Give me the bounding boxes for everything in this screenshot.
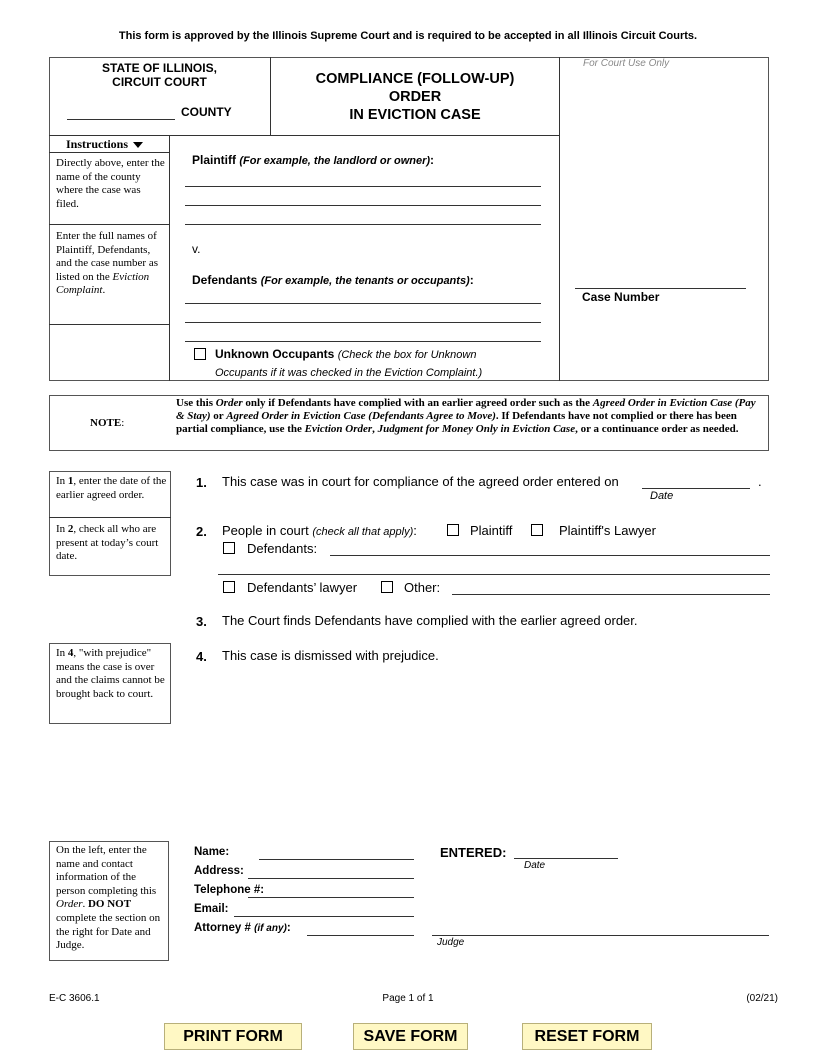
note-label: NOTE: xyxy=(90,417,125,429)
judge-label: Judge xyxy=(437,937,465,948)
judge-signature-field[interactable] xyxy=(432,935,769,936)
form-title: COMPLIANCE (FOLLOW-UP) ORDER IN EVICTION CASE xyxy=(315,71,515,123)
defendants-name-line-3[interactable] xyxy=(185,341,541,342)
plaintiff-present-checkbox[interactable] xyxy=(447,524,459,536)
case-number-field[interactable] xyxy=(575,288,746,289)
triangle-down-icon xyxy=(133,142,143,149)
plaintiff-name-line-3[interactable] xyxy=(185,224,541,225)
item-3-text: The Court finds Defendants have complied with the earlier agreed order. xyxy=(222,613,638,628)
state-label: STATE OF ILLINOIS, xyxy=(102,61,217,75)
preparer-telephone-field[interactable] xyxy=(248,897,414,898)
attorney-number-field[interactable] xyxy=(307,935,414,936)
side-note-1: In 1, enter the date of the earlier agreed order. xyxy=(56,475,167,501)
entered-date-label: Date xyxy=(524,860,546,871)
preparer-telephone-label: Telephone #: xyxy=(194,884,265,896)
item-1-date-label: Date xyxy=(650,490,674,502)
other-present-checkbox[interactable] xyxy=(381,581,393,593)
defendants-present-names-line-2[interactable] xyxy=(218,574,770,575)
county-label: COUNTY xyxy=(181,105,232,119)
item-2-number: 2. xyxy=(196,524,207,539)
defendants-present-names-line-1[interactable] xyxy=(330,555,770,556)
court-use-label: For Court Use Only xyxy=(583,58,670,69)
note-text: Use this Order only if Defendants have complied with an earlier agreed order such as the Agreed Order in Eviction Case (Pay & Stay) or Agreed Order in Eviction Case (Defendants Agree to Move). If Defendants have not complied or there has been partial compliance, use the Eviction Order, Judgment for Money Only in Eviction Case, or a continuance order as needed. xyxy=(176,397,756,436)
preparer-email-field[interactable] xyxy=(234,916,414,917)
item-3-number: 3. xyxy=(196,614,207,629)
defendants-lawyer-label: Defendants’ lawyer xyxy=(247,580,358,595)
preparer-address-field[interactable] xyxy=(248,878,414,879)
entered-date-field[interactable] xyxy=(514,858,618,859)
plaintiff-label: Plaintiff (For example, the landlord or owner): xyxy=(192,153,435,167)
save-form-button[interactable]: SAVE FORM xyxy=(353,1023,468,1050)
plaintiff-name-line-1[interactable] xyxy=(185,186,541,187)
item-1-period: . xyxy=(758,474,762,489)
defendants-name-line-2[interactable] xyxy=(185,322,541,323)
attorney-number-label: Attorney # (if any): xyxy=(194,922,291,934)
versus-label: v. xyxy=(192,242,201,256)
item-4-text: This case is dismissed with prejudice. xyxy=(222,648,439,663)
side-note-5: On the left, enter the name and contact information of the person completing this Order. DO NOT complete the section on the right for Date and Judge. xyxy=(56,844,161,952)
preparer-address-label: Address: xyxy=(194,865,244,877)
form-id: E-C 3606.1 xyxy=(49,993,100,1004)
item-2-text: People in court (check all that apply): xyxy=(222,523,417,538)
side-note-4: In 4, "with prejudice" means the case is over and the claims cannot be brought back to court. xyxy=(56,647,165,700)
unknown-occupants-label: Unknown Occupants (Check the box for Unknown xyxy=(215,347,477,361)
defendants-present-checkbox[interactable] xyxy=(223,542,235,554)
instructions-header: Instructions xyxy=(66,137,143,152)
other-present-field[interactable] xyxy=(452,594,770,595)
approval-notice: This form is approved by the Illinois Supreme Court and is required to be accepted in all Illinois Circuit Courts. xyxy=(118,30,698,42)
item-1-text: This case was in court for compliance of the agreed order entered on xyxy=(222,474,619,489)
plaintiff-name-line-2[interactable] xyxy=(185,205,541,206)
plaintiff-present-label: Plaintiff xyxy=(470,523,513,538)
unknown-occupants-hint: Occupants if it was checked in the Eviction Complaint.) xyxy=(215,367,483,379)
entered-label: ENTERED: xyxy=(440,845,507,860)
defendants-present-label: Defendants: xyxy=(247,541,318,556)
preparer-email-label: Email: xyxy=(194,903,229,915)
other-present-label: Other: xyxy=(404,580,441,595)
revision-date: (02/21) xyxy=(746,993,778,1004)
item-1-number: 1. xyxy=(196,475,207,490)
print-form-button[interactable]: PRINT FORM xyxy=(164,1023,302,1050)
item-4-number: 4. xyxy=(196,649,207,664)
unknown-occupants-checkbox[interactable] xyxy=(194,348,206,360)
defendants-name-line-1[interactable] xyxy=(185,303,541,304)
preparer-name-field[interactable] xyxy=(259,859,414,860)
plaintiffs-lawyer-checkbox[interactable] xyxy=(531,524,543,536)
plaintiffs-lawyer-label: Plaintiff's Lawyer xyxy=(559,523,656,538)
page-number: Page 1 of 1 xyxy=(382,993,434,1004)
reset-form-button[interactable]: RESET FORM xyxy=(522,1023,652,1050)
preparer-name-label: Name: xyxy=(194,846,230,858)
circuit-court-label: CIRCUIT COURT xyxy=(112,75,207,89)
case-number-label: Case Number xyxy=(582,290,660,304)
side-note-2: In 2, check all who are present at today’s court date. xyxy=(56,523,159,563)
defendants-label: Defendants (For example, the tenants or occupants): xyxy=(192,273,474,287)
agreed-order-date-field[interactable] xyxy=(642,488,750,489)
defendants-lawyer-checkbox[interactable] xyxy=(223,581,235,593)
instructions-county: Directly above, enter the name of the county where the case was filed. xyxy=(56,157,165,210)
county-field[interactable] xyxy=(67,119,175,120)
instructions-parties: Enter the full names of Plaintiff, Defendants, and the case number as listed on the Eviction Complaint. xyxy=(56,230,159,297)
